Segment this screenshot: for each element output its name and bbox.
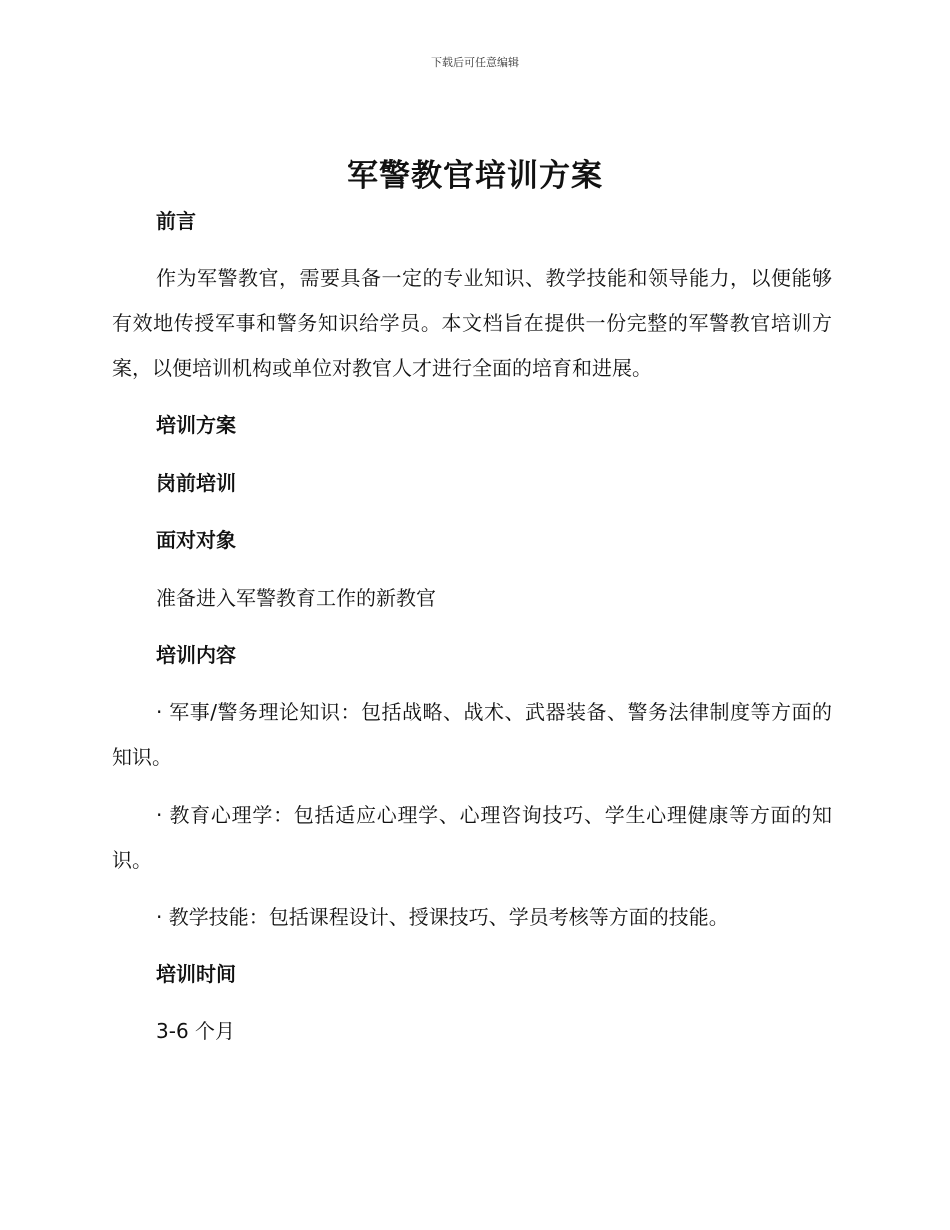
preface-paragraph: 作为军警教官，需要具备一定的专业知识、教学技能和领导能力，以便能够有效地传授军事和警务知识给学员。本文档旨在提供一份完整的军警教官培训方案，以便培训机构或单位对教官人才进行全面的培育和进展。 bbox=[112, 266, 832, 380]
content-item-military-theory: · 军事/警务理论知识：包括战略、战术、武器装备、警务法律制度等方面的知识。 bbox=[112, 700, 832, 769]
pre-job-training-heading: 岗前培训 bbox=[156, 471, 236, 495]
content-heading: 培训内容 bbox=[156, 643, 236, 667]
header-note: 下载后可任意编辑 bbox=[431, 56, 519, 69]
audience-text: 准备进入军警教育工作的新教官 bbox=[156, 586, 436, 610]
time-heading: 培训时间 bbox=[156, 962, 236, 986]
plan-heading: 培训方案 bbox=[156, 413, 236, 437]
time-text: 3-6 个月 bbox=[156, 1019, 236, 1043]
preface-heading: 前言 bbox=[156, 209, 196, 233]
audience-heading: 面对对象 bbox=[156, 528, 236, 552]
content-item-teaching-skills: · 教学技能：包括课程设计、授课技巧、学员考核等方面的技能。 bbox=[156, 905, 729, 929]
content-item-psychology: · 教育心理学：包括适应心理学、心理咨询技巧、学生心理健康等方面的知识。 bbox=[112, 803, 832, 872]
document-title: 军警教官培训方案 bbox=[347, 158, 603, 194]
